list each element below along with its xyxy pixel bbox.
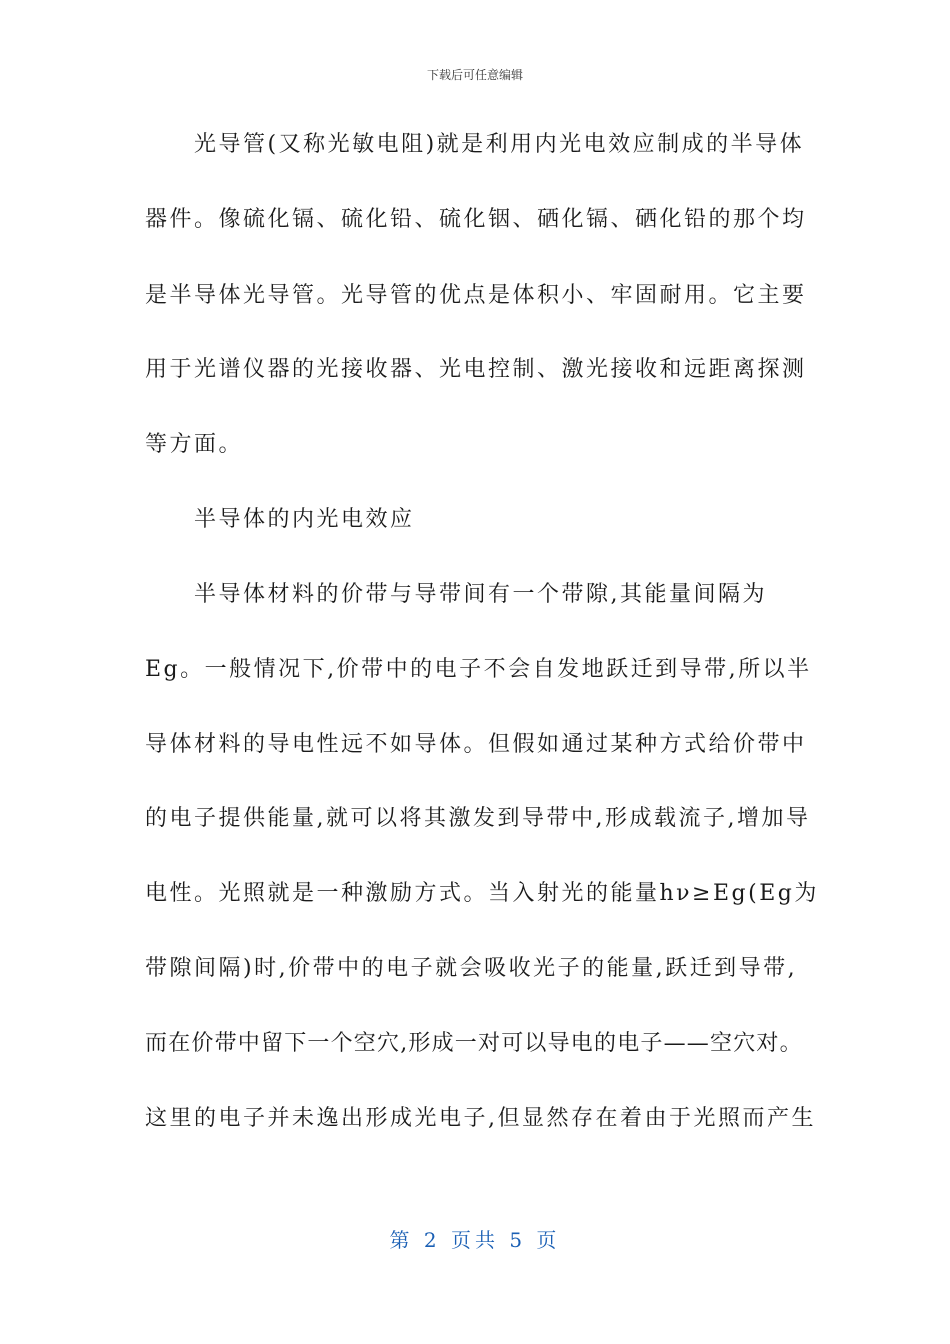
paragraph-line: 电性。光照就是一种激励方式。当入射光的能量hν≥Eg(Eg为 — [145, 881, 819, 906]
paragraph-line: 半导体材料的价带与导带间有一个带隙,其能量间隔为 — [194, 582, 767, 607]
paragraph-line: 带隙间隔)时,价带中的电子就会吸收光子的能量,跃迁到导带, — [145, 956, 798, 981]
paragraph-line: 的电子提供能量,就可以将其激发到导带中,形成载流子,增加导 — [145, 806, 811, 831]
paragraph-line: 光导管(又称光敏电阻)就是利用内光电效应制成的半导体 — [194, 132, 805, 157]
page-footer — [0, 1224, 950, 1253]
page-header: 下载后可任意编辑 — [426, 68, 523, 82]
paragraph-line: 而在价带中留下一个空穴,形成一对可以导电的电子——空穴对。 — [145, 1031, 803, 1056]
paragraph-line: 这里的电子并未逸出形成光电子,但显然存在着由于光照而产生 — [145, 1106, 816, 1131]
paragraph-line: 等方面。 — [145, 432, 244, 457]
paragraph-line: 器件。像硫化镉、硫化铅、硫化铟、硒化镉、硒化铅的那个均 — [145, 207, 807, 232]
paragraph-line: 导体材料的导电性远不如导体。但假如通过某种方式给价带中 — [145, 732, 807, 757]
paragraph-line: 是半导体光导管。光导管的优点是体积小、牢固耐用。它主要 — [145, 283, 807, 308]
page-number: 第 2 页共 5 页 — [389, 1228, 561, 1252]
paragraph-line: 用于光谱仪器的光接收器、光电控制、激光接收和远距离探测 — [145, 357, 807, 382]
section-heading: 半导体的内光电效应 — [194, 507, 415, 532]
paragraph-line: Eg。一般情况下,价带中的电子不会自发地跃迁到导带,所以半 — [145, 657, 812, 682]
